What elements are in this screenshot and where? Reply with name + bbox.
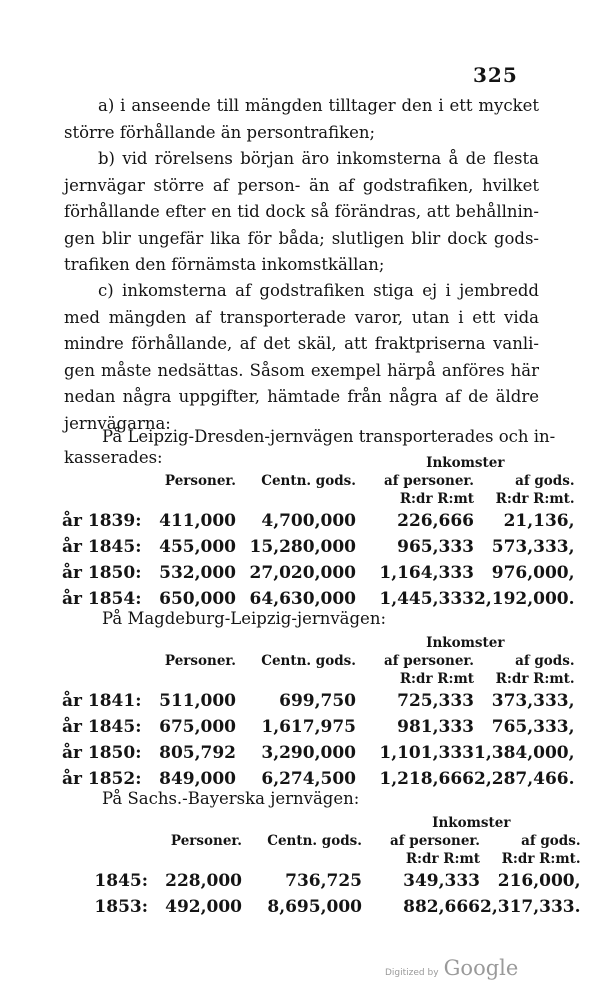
table-row: [62, 894, 581, 920]
text-line: gen måste nedsättas. Såsom exempel härpå anföres här: [64, 360, 539, 380]
personer-cell: 849,000: [159, 769, 236, 789]
table-row: [62, 740, 575, 766]
text-line: b) vid rörelsens början äro inkomsterna å de flesta: [98, 149, 539, 168]
digitized-by-label: Digitized by: [385, 968, 439, 978]
gods-cell: 64,630,000: [249, 589, 356, 609]
income-persons-cell: 226,666: [397, 511, 474, 531]
col-income-persons: af personer.: [390, 833, 480, 849]
text-line: a) i anseende till mängden tilltager den i ett mycket: [98, 96, 539, 115]
col-personer: Personer.: [170, 833, 242, 849]
income-header: Inkomster: [432, 815, 511, 831]
income-persons-cell: 349,333: [403, 871, 480, 891]
gods-cell: 736,725: [285, 871, 362, 891]
gods-cell: 699,750: [279, 691, 356, 711]
unit-persons: R:dr R:mt: [405, 851, 480, 867]
text-line: trafiken den förnämsta inkomstkällan;: [64, 255, 385, 274]
income-header: Inkomster: [426, 455, 505, 471]
text-line: mindre förhållande, af det skäl, att fraktpriserna vanli-: [64, 334, 539, 353]
sachs-bayerska-table: [62, 814, 581, 920]
year-cell: år 1839:: [62, 511, 142, 531]
income-goods-cell: 1,384,000,: [474, 743, 575, 763]
year-cell: år 1845:: [62, 537, 142, 557]
personer-cell: 511,000: [159, 691, 236, 711]
table-row: [62, 868, 581, 894]
income-persons-cell: 1,218,666: [379, 769, 474, 789]
gods-cell: 1,617,975: [261, 717, 356, 737]
col-income-persons: af personer.: [384, 473, 474, 489]
gods-cell: 27,020,000: [249, 563, 356, 583]
google-logo: Google: [443, 956, 519, 980]
col-gods: Centn. gods.: [267, 833, 362, 849]
page-number: 325: [473, 63, 518, 87]
table-title: På Sachs.-Bayerska jernvägen:: [102, 789, 360, 808]
gods-cell: 3,290,000: [261, 743, 356, 763]
year-cell: år 1852:: [62, 769, 142, 789]
col-income-goods: af gods.: [521, 833, 581, 849]
personer-cell: 228,000: [165, 871, 242, 891]
income-persons-cell: 1,164,333: [379, 563, 474, 583]
income-goods-cell: 976,000,: [491, 563, 575, 583]
income-persons-cell: 1,445,333: [379, 589, 474, 609]
table-row: [62, 508, 575, 534]
personer-cell: 411,000: [159, 511, 236, 531]
text-line: gen blir ungefär lika för båda; slutligen blir dock gods-: [64, 228, 539, 248]
gods-cell: 15,280,000: [249, 537, 356, 557]
income-goods-cell: 216,000,: [497, 871, 581, 891]
gods-cell: 8,695,000: [267, 897, 362, 917]
text-line: större förhållande än persontrafiken;: [64, 122, 376, 142]
col-income-goods: af gods.: [515, 473, 575, 489]
text-line: förhållande efter en tid dock så förändras, att behållnin-: [64, 202, 539, 221]
income-goods-cell: 2,192,000.: [474, 589, 575, 609]
personer-cell: 492,000: [165, 897, 242, 917]
unit-goods: R:dr R:mt.: [495, 671, 575, 687]
text-line: nedan några uppgifter, hämtade från några af de äldre: [64, 387, 539, 406]
income-goods-cell: 2,287,466.: [474, 769, 575, 789]
income-persons-cell: 981,333: [397, 717, 474, 737]
col-personer: Personer.: [164, 473, 236, 489]
year-cell: år 1850:: [62, 563, 142, 583]
unit-goods: R:dr R:mt.: [495, 491, 575, 507]
table-title: På Magdeburg-Leipzig-jernvägen:: [102, 609, 387, 628]
col-income-goods: af gods.: [515, 653, 575, 669]
table-row: [62, 534, 575, 560]
table-row: [62, 688, 575, 714]
income-goods-cell: 21,136,: [503, 511, 575, 531]
year-cell: år 1841:: [62, 691, 142, 711]
text-line: jernvägarna:: [64, 413, 171, 433]
year-cell: 1853:: [94, 897, 148, 917]
gods-cell: 6,274,500: [261, 769, 356, 789]
text-line: jernvägar större af person- än af godstrafiken, hvilket: [64, 175, 539, 195]
income-goods-cell: 573,333,: [491, 537, 575, 557]
leipzig-dresden-table: [62, 454, 575, 612]
table-row: [62, 560, 575, 586]
personer-cell: 455,000: [159, 537, 236, 557]
income-header: Inkomster: [426, 635, 505, 651]
personer-cell: 650,000: [159, 589, 236, 609]
personer-cell: 532,000: [159, 563, 236, 583]
personer-cell: 675,000: [159, 717, 236, 737]
income-goods-cell: 373,333,: [491, 691, 575, 711]
paragraph-b: [64, 146, 539, 279]
paragraph-a: [64, 93, 539, 146]
income-persons-cell: 965,333: [397, 537, 474, 557]
unit-persons: R:dr R:mt: [399, 671, 474, 687]
income-persons-cell: 725,333: [397, 691, 474, 711]
unit-goods: R:dr R:mt.: [501, 851, 581, 867]
table-row: [62, 714, 575, 740]
col-gods: Centn. gods.: [261, 473, 356, 489]
paragraph-c: [64, 278, 539, 437]
personer-cell: 805,792: [159, 743, 236, 763]
table-title-continued: kasserades:: [64, 448, 163, 467]
col-personer: Personer.: [164, 653, 236, 669]
gods-cell: 4,700,000: [261, 511, 356, 531]
col-income-persons: af personer.: [384, 653, 474, 669]
year-cell: 1845:: [94, 871, 148, 891]
digitized-by-watermark: [385, 956, 518, 980]
magdeburg-leipzig-table: [62, 634, 575, 792]
year-cell: år 1850:: [62, 743, 142, 763]
col-gods: Centn. gods.: [261, 653, 356, 669]
table-title: På Leipzig-Dresden-jernvägen transporterades och in-: [102, 427, 556, 446]
unit-persons: R:dr R:mt: [399, 491, 474, 507]
year-cell: år 1845:: [62, 717, 142, 737]
year-cell: år 1854:: [62, 589, 142, 609]
income-goods-cell: 2,317,333.: [480, 897, 581, 917]
text-line: c) inkomsterna af godstrafiken stiga ej i jembredd: [98, 281, 539, 300]
text-line: med mängden af transporterade varor, utan i ett vida: [64, 307, 539, 327]
income-persons-cell: 1,101,333: [379, 743, 474, 763]
income-persons-cell: 882,666: [403, 897, 480, 917]
income-goods-cell: 765,333,: [491, 717, 575, 737]
